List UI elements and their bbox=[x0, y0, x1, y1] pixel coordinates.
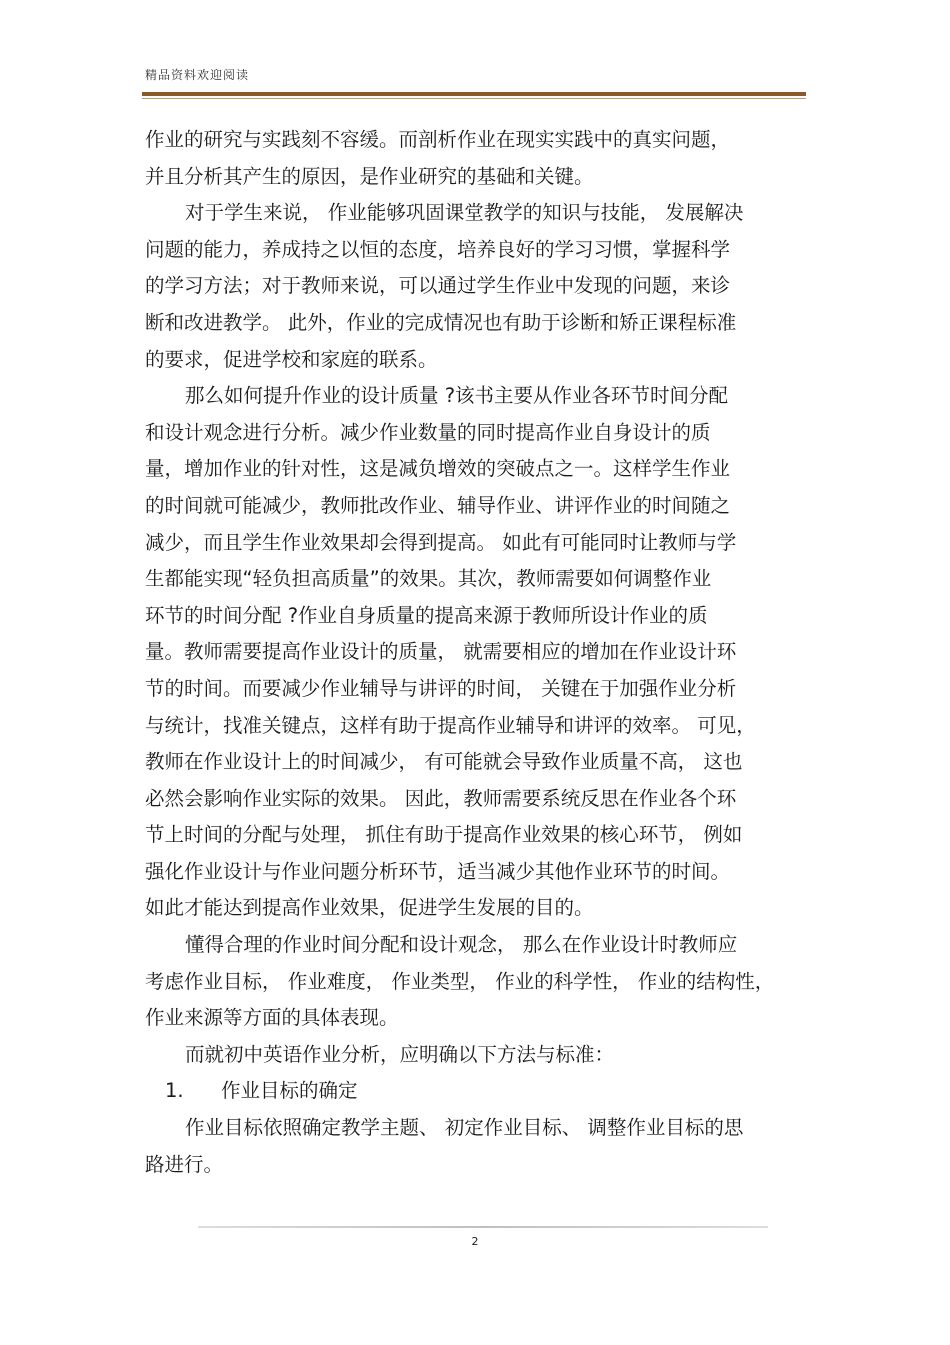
text-line: 与统计，找准关键点，这样有助于提高作业辅导和讲评的效率。 可见， bbox=[145, 713, 756, 737]
text-line: 作业的研究与实践刻不容缓。而剖析作业在现实实践中的真实问题， bbox=[145, 128, 731, 151]
body-text bbox=[145, 122, 807, 1183]
paragraph-start: 而就初中英语作业分析，应明确以下方法与标准： bbox=[185, 1042, 615, 1066]
text-line: 节的时间。而要减少作业辅导与讲评的时间， 关键在于加强作业分析 bbox=[145, 676, 737, 700]
paragraph-start: 懂得合理的作业时间分配和设计观念， 那么在作业设计时教师应 bbox=[185, 933, 738, 957]
text-line: 路进行。 bbox=[145, 1152, 224, 1176]
footer-rule bbox=[198, 1226, 768, 1228]
text-line: 并且分析其产生的原因，是作业研究的基础和关键。 bbox=[145, 164, 594, 188]
text-line: 和设计观念进行分析。减少作业数量的同时提高作业自身设计的质 bbox=[145, 420, 711, 444]
paragraph-start: 对于学生来说， 作业能够巩固课堂教学的知识与技能， 发展解决 bbox=[185, 201, 744, 225]
paragraph-start: 作业目标依照确定教学主题、 初定作业目标、 调整作业目标的思 bbox=[185, 1116, 744, 1140]
text-line: 量。教师需要提高作业设计的质量， 就需要相应的增加在作业设计环 bbox=[145, 640, 737, 664]
text-line: 的学习方法；对于教师来说，可以通过学生作业中发现的问题，来诊 bbox=[145, 274, 731, 298]
header-rule-thin bbox=[142, 98, 806, 99]
text-line: 如此才能达到提高作业效果，促进学生发展的目的。 bbox=[145, 896, 594, 920]
text-line: 减少，而且学生作业效果却会得到提高。 如此有可能同时让教师与学 bbox=[145, 530, 737, 554]
text-line: 断和改进教学。 此外，作业的完成情况也有助于诊断和矫正课程标准 bbox=[145, 310, 737, 334]
text-line: 环节的时间分配 ?作业自身质量的提高来源于教师所设计作业的质 bbox=[145, 603, 708, 627]
text-line: 节上时间的分配与处理， 抓住有助于提高作业效果的核心环节， 例如 bbox=[145, 823, 743, 847]
list-item-text: 作业目标的确定 bbox=[221, 1079, 358, 1103]
text-line: 强化作业设计与作业问题分析环节，适当减少其他作业环节的时间。 bbox=[145, 859, 731, 883]
page-number: 2 bbox=[471, 1235, 479, 1248]
list-item-number: 1. bbox=[165, 1079, 184, 1103]
text-line: 必然会影响作业实际的效果。 因此，教师需要系统反思在作业各个环 bbox=[145, 786, 737, 810]
text-line: 量，增加作业的针对性，这是减负增效的突破点之一。这样学生作业 bbox=[145, 457, 731, 481]
list-item bbox=[145, 1073, 807, 1110]
text-line: 问题的能力，养成持之以恒的态度，培养良好的学习习惯，掌握科学 bbox=[145, 237, 731, 261]
header-title: 精品资料欢迎阅读 bbox=[145, 68, 250, 82]
text-line: 生都能实现“轻负担高质量”的效果。其次，教师需要如何调整作业 bbox=[145, 567, 712, 591]
text-line: 考虑作业目标， 作业难度， 作业类型， 作业的科学性， 作业的结构性， bbox=[145, 969, 775, 993]
paragraph-start: 那么如何提升作业的设计质量 ?该书主要从作业各环节时间分配 bbox=[185, 384, 729, 408]
text-line: 的时间就可能减少，教师批改作业、辅导作业、讲评作业的时间随之 bbox=[145, 493, 731, 517]
text-line: 教师在作业设计上的时间减少， 有可能就会导致作业质量不高， 这也 bbox=[145, 750, 743, 774]
header-rule bbox=[142, 92, 806, 96]
text-line: 的要求，促进学校和家庭的联系。 bbox=[145, 347, 438, 371]
text-line: 作业来源等方面的具体表现。 bbox=[145, 1006, 399, 1030]
